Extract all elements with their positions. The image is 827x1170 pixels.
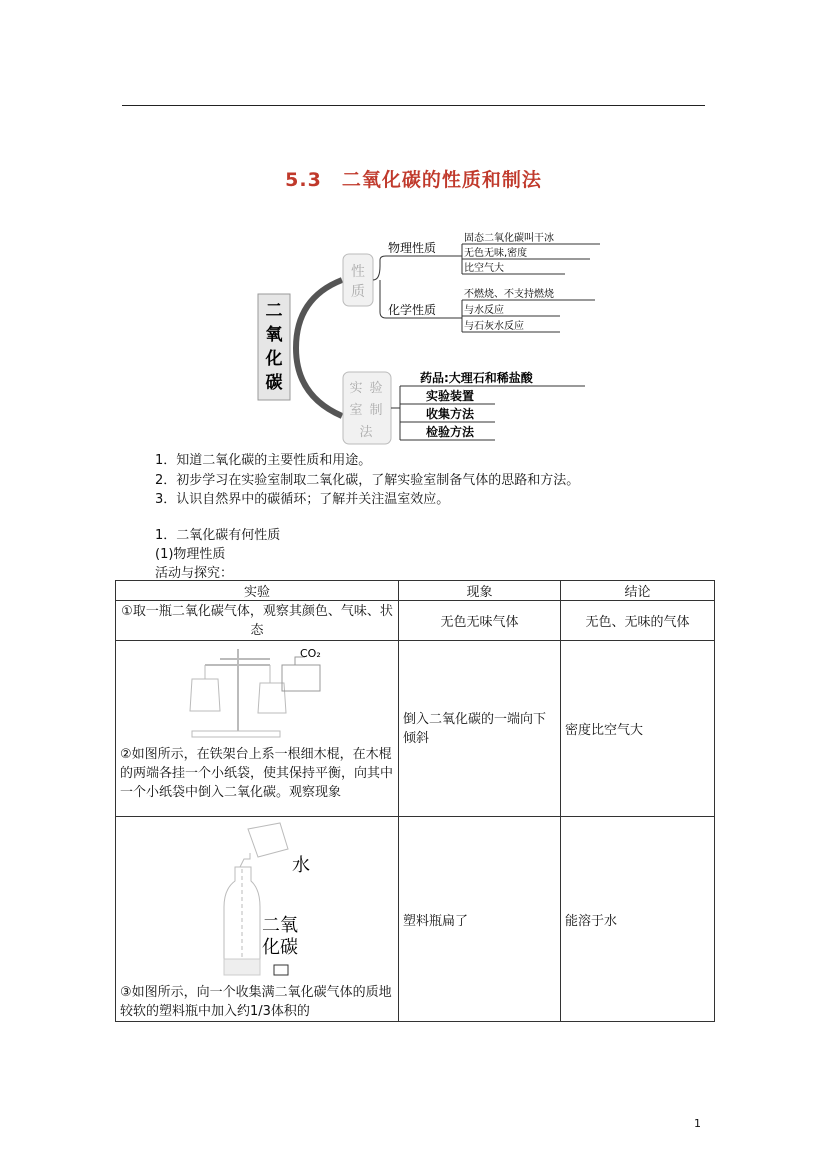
branch2-char-4: 制 [369, 403, 383, 418]
table-header-row [116, 581, 715, 601]
chem-item-3: 与石灰水反应 [464, 321, 524, 332]
mind-map-diagram [250, 226, 610, 452]
center-char-1: 二 [265, 301, 283, 321]
table-row [116, 641, 715, 817]
page-title: 5.3 二氧化碳的性质和制法 [285, 169, 542, 191]
branch2-char-3: 室 [349, 403, 363, 418]
chem-label: 化学性质 [388, 303, 437, 317]
chem-item-1: 不燃烧、不支持燃烧 [464, 289, 554, 300]
balance-apparatus-figure [120, 643, 386, 741]
branch2-char-5: 法 [359, 425, 373, 440]
learning-goals [155, 451, 579, 510]
row1-conclusion: 无色、无味的气体 [561, 601, 715, 641]
lab-item-4: 检验方法 [426, 425, 475, 439]
section-heading: 1．二氧化碳有何性质 [155, 528, 281, 543]
center-char-4: 碳 [265, 373, 283, 393]
table-row [116, 817, 715, 1022]
phys-item-1: 固态二氧化碳叫干冰 [464, 233, 554, 244]
lab-item-2: 实验装置 [426, 389, 475, 403]
header-rule [122, 105, 705, 106]
phys-label: 物理性质 [388, 241, 437, 255]
row2-experiment: ②如图所示，在铁架台上系一根细木棍，在木棍的两端各挂一个小纸袋，使其保持平衡，向其中一个小纸袋中倒入二氧化碳。观察现象 [120, 747, 394, 800]
co2-label-line1: 二氧 [262, 915, 298, 936]
experiment-table [115, 580, 715, 1022]
goal-3: 3．认识自然界中的碳循环；了解并关注温室效应。 [155, 492, 450, 507]
branch1-char-1: 性 [351, 264, 365, 280]
co2-label: CO₂ [300, 647, 321, 660]
header-conclusion: 结论 [561, 581, 715, 601]
row3-experiment: ③如图所示，向一个收集满二氧化碳气体的质地较软的塑料瓶中加入约1/3体积的 [120, 985, 392, 1019]
header-phenomenon: 现象 [399, 581, 561, 601]
row3-phenomenon: 塑料瓶扁了 [399, 817, 561, 1022]
brace-arc [296, 280, 342, 416]
chem-item-2: 与水反应 [464, 305, 504, 316]
page-number: 1 [694, 1117, 701, 1130]
water-label: 水 [292, 855, 310, 876]
branch2-char-1: 实 [349, 381, 363, 396]
branch2-char-2: 验 [369, 381, 383, 396]
table-row [116, 601, 715, 641]
branch1-char-2: 质 [351, 284, 365, 300]
header-experiment: 实验 [116, 581, 399, 601]
co2-label-line2: 化碳 [262, 937, 298, 958]
goal-2: 2．初步学习在实验室制取二氧化碳，了解实验室制备气体的思路和方法。 [155, 472, 580, 488]
lab-item-3: 收集方法 [426, 407, 475, 421]
row3-conclusion: 能溶于水 [561, 817, 715, 1022]
center-char-2: 氧 [265, 325, 283, 345]
row1-phenomenon: 无色无味气体 [399, 601, 561, 641]
phys-item-3: 比空气大 [464, 263, 504, 274]
activity-label: 活动与探究： [155, 566, 234, 581]
row1-experiment: ①取一瓶二氧化碳气体，观察其颜色、气味、状态 [116, 601, 399, 641]
row2-conclusion: 密度比空气大 [561, 641, 715, 817]
lab-item-1: 药品:大理石和稀盐酸 [420, 371, 533, 385]
bottle-water-figure [120, 819, 386, 979]
row2-phenomenon: 倒入二氧化碳的一端向下倾斜 [399, 641, 561, 817]
center-char-3: 化 [265, 349, 283, 369]
goal-1: 1．知道二氧化碳的主要性质和用途。 [155, 453, 372, 468]
phys-item-2: 无色无味,密度 [464, 248, 528, 259]
subsection-heading: (1)物理性质 [155, 547, 226, 562]
